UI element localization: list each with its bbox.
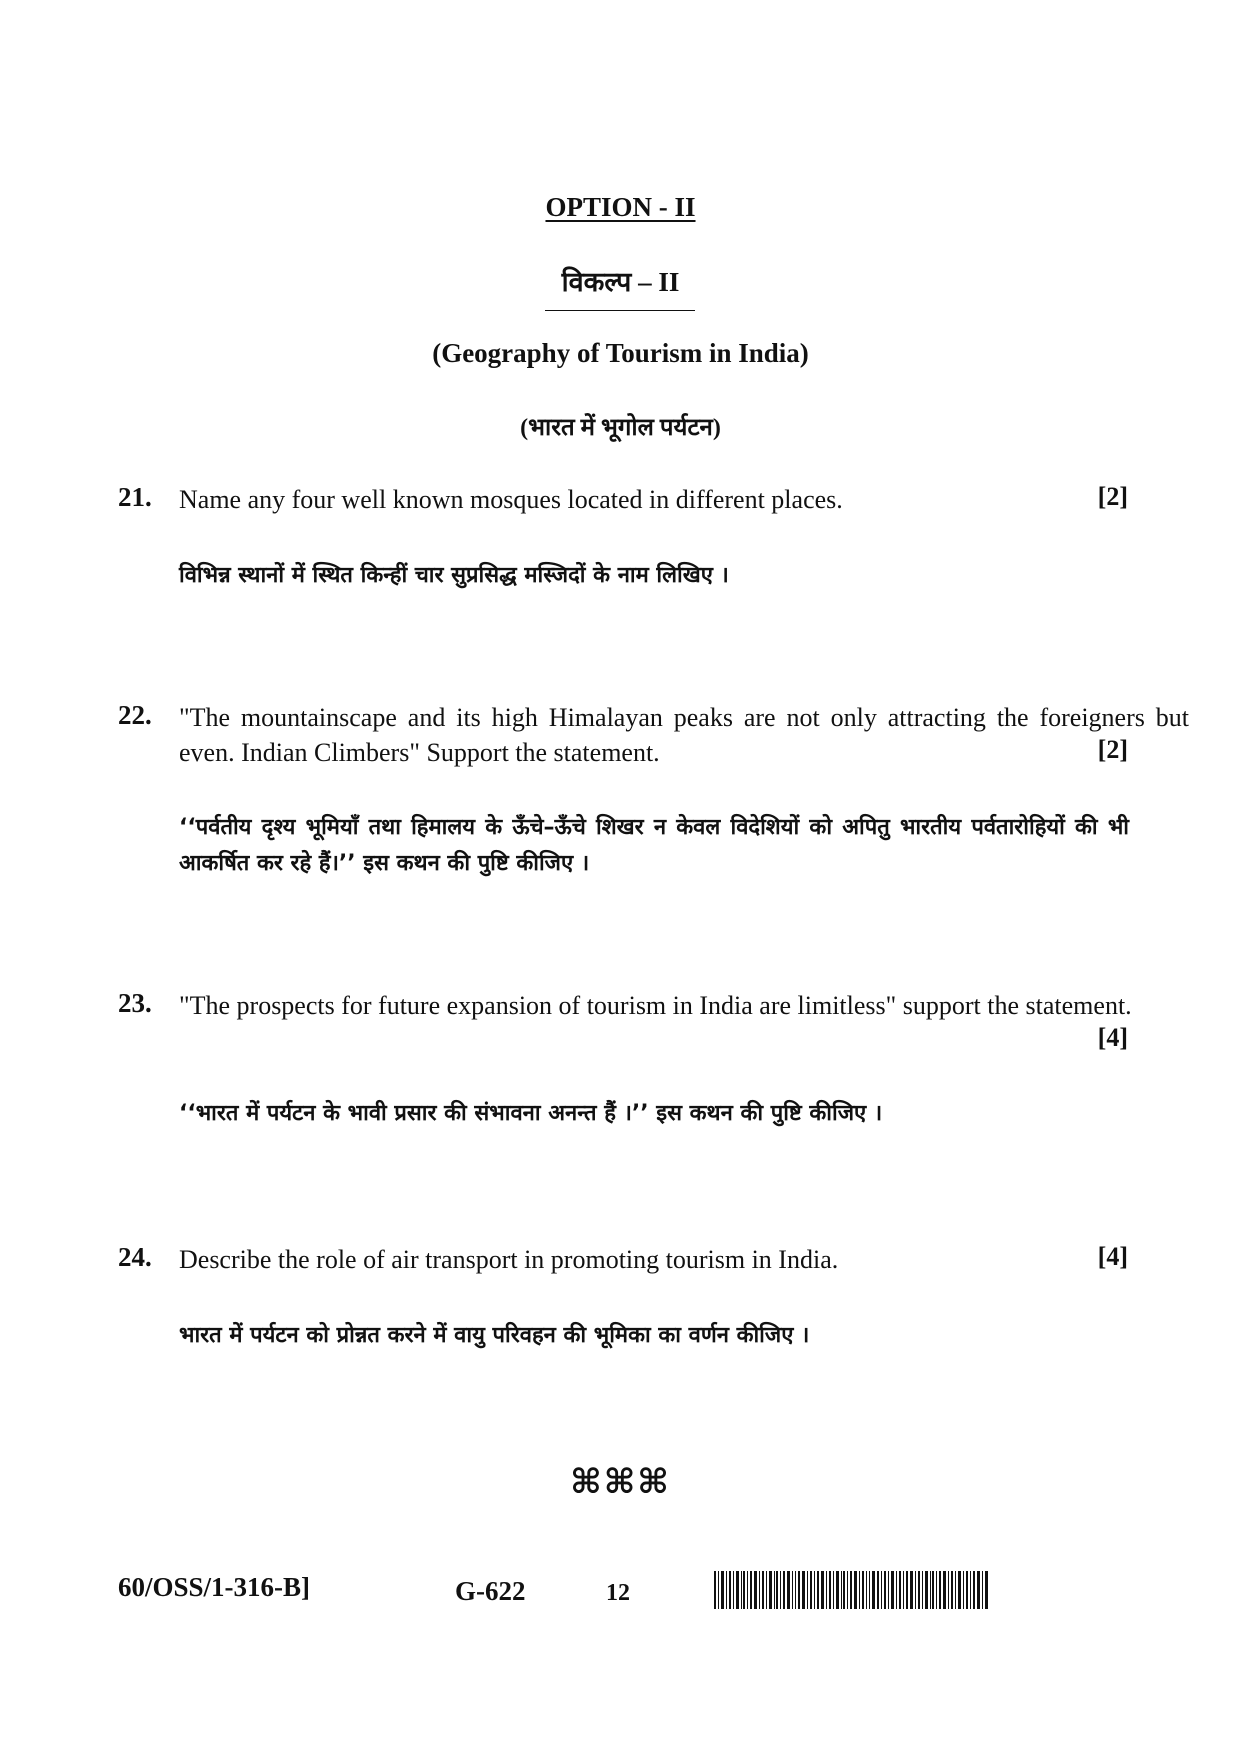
- question-text-hindi: ‘‘भारत में पर्यटन के भावी प्रसार की संभावना अनन्त हैं ।’’ इस कथन की पुष्टि कीजिए ।: [179, 1101, 883, 1126]
- question-text-english: Describe the role of air transport in promoting tourism in India.: [179, 1245, 839, 1274]
- question-text-hindi: भारत में पर्यटन को प्रोन्नत करने में वायु परिवहन की भूमिका का वर्णन कीजिए ।: [179, 1323, 810, 1348]
- question-text-english: Name any four well known mosques located in different places.: [179, 485, 843, 514]
- subject-title-hindi: (भारत में भूगोल पर्यटन): [520, 415, 721, 441]
- question-number: 22.: [118, 700, 152, 730]
- barcode: [714, 1571, 988, 1609]
- question-marks: [4]: [1097, 1023, 1128, 1052]
- question-number: 24.: [118, 1242, 152, 1272]
- end-ornament: ⌘⌘⌘: [570, 1462, 671, 1502]
- question-text-english: "The prospects for future expansion of tourism in India are limitless" support the statement.: [179, 991, 1132, 1020]
- option-hindi-underline: [545, 310, 695, 311]
- question-text-hindi: ‘‘पर्वतीय दृश्य भूमियाँ तथा हिमालय के ऊँचे–ऊँचे शिखर न केवल विदेशियों को अपितु भारतीय पर्वतारोहियों की भी आकर्षित कर रहे हैं।’’ इस कथन की पुष्टि कीजिए ।: [179, 815, 1129, 876]
- question-number: 21.: [118, 482, 152, 512]
- question-text-hindi: विभिन्न स्थानों में स्थित किन्हीं चार सुप्रसिद्ध मस्जिदों के नाम लिखिए ।: [179, 563, 729, 588]
- question-marks: [4]: [1097, 1242, 1128, 1271]
- question-number: 23.: [118, 988, 152, 1018]
- question-marks: [2]: [1097, 735, 1128, 764]
- paper-code: 60/OSS/1-316-B]: [118, 1572, 311, 1602]
- question-text-english: "The mountainscape and its high Himalayan peaks are not only attracting the foreigners but even. Indian Climbers" Support the statement.: [179, 703, 1189, 767]
- question-marks: [2]: [1097, 482, 1128, 511]
- subject-title-english: (Geography of Tourism in India): [432, 338, 809, 368]
- option-title: OPTION - II: [545, 192, 696, 222]
- paper-series: G-622: [455, 1576, 526, 1606]
- option-title-hindi: विकल्प – II: [561, 267, 680, 297]
- page-number: 12: [606, 1580, 630, 1606]
